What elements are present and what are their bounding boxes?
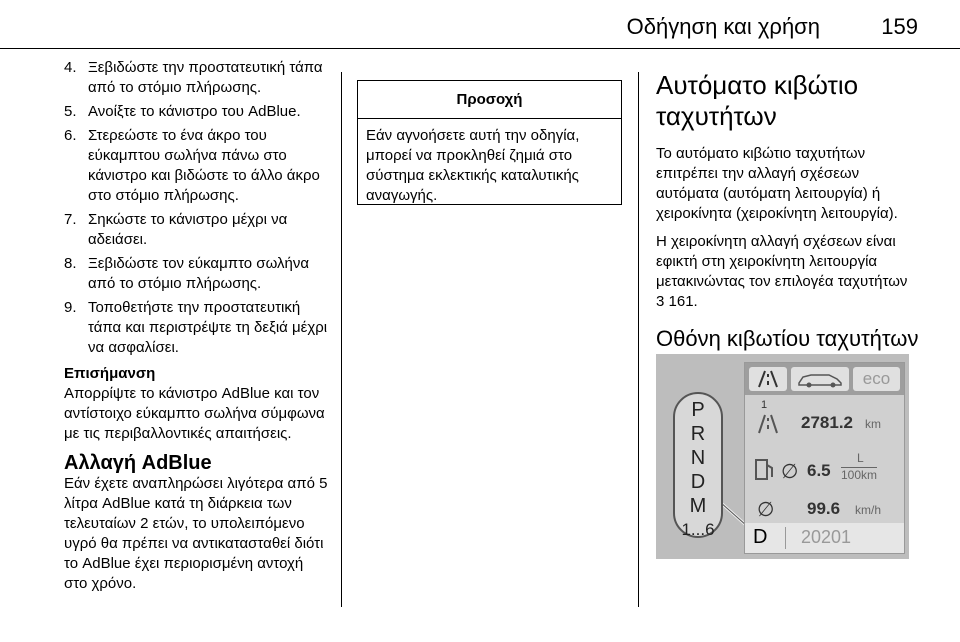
adblue-change-body: Εάν έχετε αναπληρώσει λιγότερα από 5 λίτρα AdBlue κατά τη διάρκεια των τελευταίων 2 ετών, το υπολειπόμενο υγρό θα πρέπει να αντικατασταθεί διότι το AdBlue έχει περιορισμένη αντοχή στο χρόνο.	[64, 475, 328, 592]
road-tab	[749, 367, 787, 391]
step-number: 7.	[64, 211, 77, 228]
step-number: 6.	[64, 127, 77, 144]
adblue-change-heading: Αλλαγή AdBlue	[64, 452, 212, 474]
gear-r: R	[690, 423, 706, 445]
road-icon	[749, 367, 787, 391]
step-number: 4.	[64, 59, 77, 76]
page-reference[interactable]: 3 161.	[656, 293, 698, 310]
average-symbol-icon: ∅	[781, 461, 799, 483]
transmission-paragraph-1: Το αυτόματο κιβώτιο ταχυτήτων επιτρέπει την αλλαγή σχέσεων αυτόματα (αυτόματη λειτουργία) ή χειροκίνητα (χειροκίνητη λειτουργία).	[656, 145, 898, 222]
fuel-unit-bottom: 100km	[841, 468, 878, 482]
caution-box	[357, 80, 622, 205]
step-number: 9.	[64, 299, 77, 316]
step-text: Ανοίξτε το κάνιστρο του AdBlue.	[88, 103, 301, 120]
speed-value: 99.6	[807, 499, 841, 518]
page-number: 159	[881, 14, 918, 39]
display-tab-bar	[745, 363, 904, 395]
transmission-display-heading: Οθόνη κιβωτίου ταχυτήτων	[656, 326, 919, 351]
average-symbol-icon: ∅	[757, 499, 775, 521]
column-separator-left	[341, 72, 342, 607]
column-separator-right	[638, 72, 639, 607]
fuel-value: 6.5	[807, 461, 831, 480]
gear-d: D	[690, 471, 706, 493]
step-5	[64, 102, 330, 122]
step-text: Στερεώστε το ένα άκρο του εύκαμπτου σωλήνα πάνω στο κάνιστρο και βιδώστε το άλλο άκρο στο στόμιο πλήρωσης.	[88, 127, 320, 204]
automatic-transmission-heading: Αυτόματο κιβώτιο ταχυτήτων	[656, 70, 859, 131]
speed-unit: km/h	[855, 503, 882, 517]
step-text: Ξεβιδώστε τον εύκαμπτο σωλήνα από το στόμιο πλήρωσης.	[88, 255, 310, 292]
average-speed-row	[745, 495, 904, 523]
trip-row	[745, 397, 904, 447]
step-9	[64, 298, 330, 358]
step-6	[64, 126, 330, 206]
step-4	[64, 58, 330, 98]
step-number: 5.	[64, 103, 77, 120]
fuel-consumption-row	[745, 449, 904, 493]
status-bar	[745, 523, 904, 553]
status-divider	[785, 527, 786, 549]
caution-title: Προσοχή	[358, 81, 621, 119]
left-column	[64, 58, 330, 594]
note-title: Επισήμανση	[64, 365, 156, 382]
trip-label: 1	[761, 399, 768, 411]
fuel-pump-icon	[753, 457, 777, 483]
gear-selector-indicator	[673, 392, 723, 538]
odometer: 20201	[801, 527, 852, 547]
trip-value: 2781.2	[801, 413, 853, 432]
paragraph-text: Η χειροκίνητη αλλαγή σχέσεων είναι εφικτή στη χειροκίνητη λειτουργία μετακινώντας τον επιλογέα ταχυτήτων	[656, 233, 908, 290]
gear-n: N	[690, 447, 706, 469]
note-body: Απορρίψτε το κάνιστρο AdBlue και τον αντίστοιχο εύκαμπτο σωλήνα σύμφωνα με τις περιβαλλοντικές απαιτήσεις.	[64, 385, 325, 442]
right-column	[656, 70, 926, 352]
step-number: 8.	[64, 255, 77, 272]
step-text: Τοποθετήστε την προστατευτική τάπα και περιστρέψτε τη δεξιά μέχρι να ασφαλίσει.	[88, 299, 328, 356]
driver-info-panel	[744, 362, 905, 554]
current-gear: D	[753, 526, 768, 548]
caution-body: Εάν αγνοήσετε αυτή την οδηγία, μπορεί να προκληθεί ζημιά στο σύστημα εκλεκτικής καταλυτικής αναγωγής.	[366, 127, 580, 204]
step-text: Σηκώστε το κάνιστρο μέχρι να αδειάσει.	[88, 211, 288, 248]
manual-gear-range: 1...6	[681, 520, 715, 539]
trip-unit: km	[865, 417, 881, 431]
road-icon	[753, 411, 783, 435]
step-7	[64, 210, 330, 250]
header-title: Οδήγηση και χρήση	[626, 14, 820, 39]
transmission-paragraph-2	[656, 232, 926, 312]
transmission-display-illustration	[656, 354, 909, 559]
gear-p: P	[691, 399, 705, 421]
eco-tab: eco	[853, 367, 900, 391]
car-tab	[791, 367, 849, 391]
step-text: Ξεβιδώστε την προστατευτική τάπα από το στόμιο πλήρωσης.	[88, 59, 323, 96]
car-icon	[791, 367, 849, 391]
gear-m: M	[689, 495, 707, 517]
header-rule	[0, 48, 960, 49]
step-8	[64, 254, 330, 294]
fuel-unit-top: L	[857, 451, 864, 465]
